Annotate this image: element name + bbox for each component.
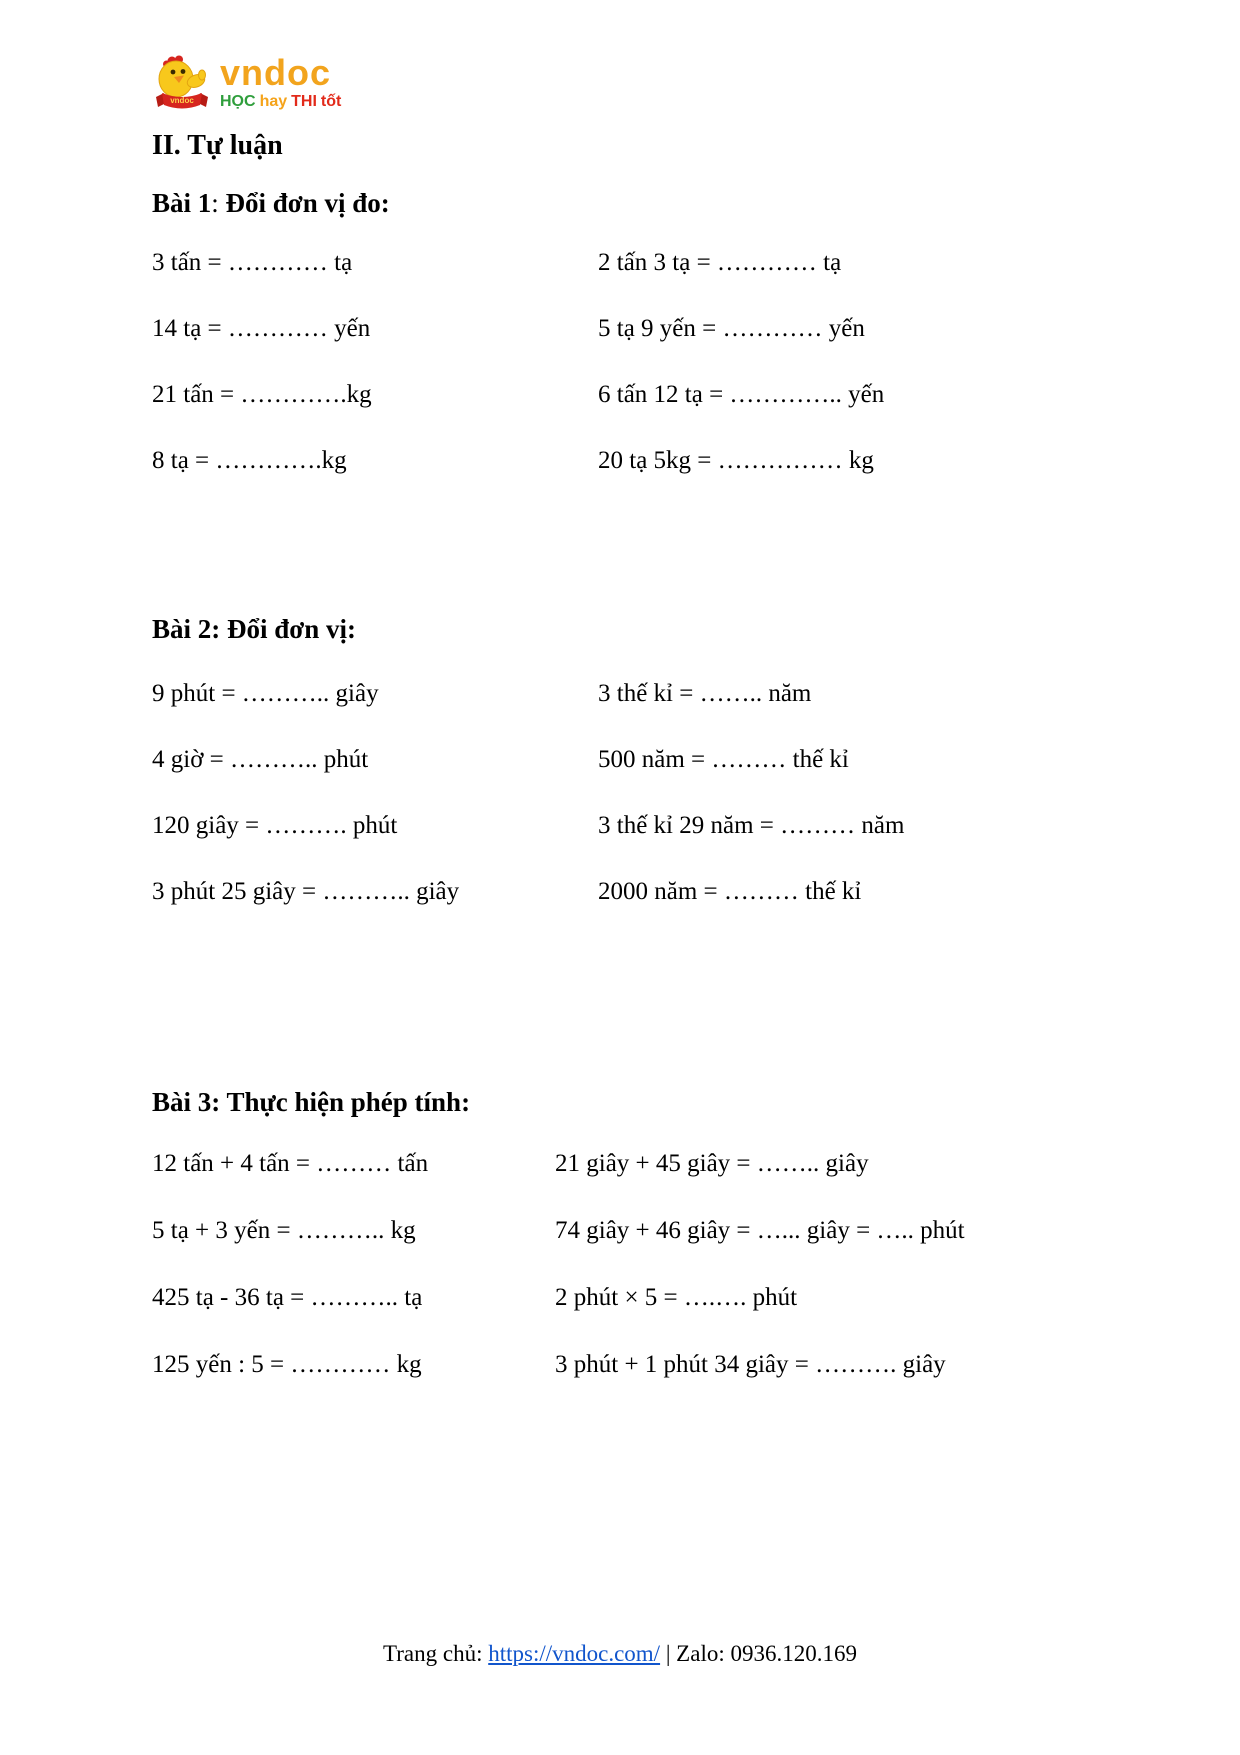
exercise-blank: 8 tạ = ………….kg (152, 447, 347, 474)
exercise-blank: 14 tạ = ………… yến (152, 315, 371, 342)
section-1-separator: : (211, 188, 226, 218)
exercise-row (152, 445, 1190, 511)
exercise-blank: 6 tấn 12 tạ = ………….. yến (598, 381, 885, 408)
exercise-row (152, 379, 1190, 445)
exercise-blank: 500 năm = ……… thế kỉ (598, 746, 849, 773)
exercise-blank: 2 phút × 5 = ….…. phút (555, 1284, 798, 1311)
exercise-row (152, 313, 1190, 379)
section-1-label: Bài 1 (152, 188, 212, 218)
exercise-row (152, 678, 1190, 744)
exercise-blank: 21 tấn = ………….kg (152, 381, 372, 408)
section-1-rows (152, 247, 1190, 511)
exercise-blank: 3 phút + 1 phút 34 giây = ………. giây (555, 1351, 946, 1378)
exercise-row (152, 1349, 1190, 1416)
vndoc-logo (150, 52, 345, 113)
exercise-blank: 21 giây + 45 giây = …….. giây (555, 1150, 869, 1177)
logo-tagline (220, 94, 345, 110)
exercise-blank: 4 giờ = ……….. phút (152, 746, 369, 773)
section-3-rows (152, 1148, 1190, 1416)
footer-prefix: Trang chủ: (383, 1641, 489, 1666)
exercise-blank: 3 thế kỉ = …….. năm (598, 680, 812, 707)
exercise-blank: 12 tấn + 4 tấn = ……… tấn (152, 1150, 429, 1177)
section-2-rows (152, 678, 1190, 942)
logo-brand-text: vndoc (220, 52, 332, 93)
section-2-name: Đổi đơn vị: (227, 614, 356, 644)
exercise-blank: 3 tấn = ………… tạ (152, 249, 353, 276)
exercise-blank: 425 tạ - 36 tạ = ……….. tạ (152, 1284, 423, 1311)
section-bai-3 (152, 1085, 1190, 1416)
exercise-row (152, 1148, 1190, 1215)
section-2-label: Bài 2 (152, 614, 212, 644)
exercise-blank: 120 giây = ………. phút (152, 812, 398, 839)
chicken-mascot-icon (150, 55, 214, 113)
tagline-word-tot: tốt (320, 93, 342, 111)
exercise-blank: 74 giây + 46 giây = …... giây = ….. phút (555, 1217, 965, 1244)
section-1-name: Đổi đơn vị đo: (225, 188, 390, 218)
exercise-row (152, 1215, 1190, 1282)
exercise-blank: 9 phút = ……….. giây (152, 680, 379, 707)
exercise-row (152, 876, 1190, 942)
page-footer (0, 1641, 1240, 1667)
section-2-heading (152, 612, 1190, 646)
section-2-separator: : (211, 614, 228, 644)
tagline-word-hoc: HỌC (220, 93, 256, 111)
exercise-blank: 3 phút 25 giây = ……….. giây (152, 878, 460, 905)
section-3-heading (152, 1085, 1190, 1119)
footer-suffix: | Zalo: 0936.120.169 (660, 1641, 857, 1666)
section-bai-1 (152, 186, 1190, 511)
svg-text:vndoc: vndoc (170, 96, 194, 105)
section-1-heading (152, 186, 1190, 220)
exercise-row (152, 744, 1190, 810)
section-3-separator: : (211, 1087, 227, 1117)
section-3-label: Bài 3 (152, 1087, 212, 1117)
homepage-link[interactable]: https://vndoc.com/ (488, 1641, 661, 1666)
tagline-word-thi: THI (291, 93, 317, 111)
exercise-blank: 3 thế kỉ 29 năm = ……… năm (598, 812, 905, 839)
exercise-blank: 2 tấn 3 tạ = ………… tạ (598, 249, 842, 276)
exercise-row (152, 247, 1190, 313)
exercise-row (152, 1282, 1190, 1349)
exercise-blank: 2000 năm = ……… thế kỉ (598, 878, 862, 905)
exercise-blank: 125 yến : 5 = ………… kg (152, 1351, 422, 1378)
exercise-blank: 5 tạ 9 yến = ………… yến (598, 315, 865, 342)
section-bai-2 (152, 612, 1190, 942)
tagline-word-hay: hay (259, 93, 288, 111)
section-3-name: Thực hiện phép tính: (226, 1087, 471, 1117)
part-title: II. Tự luận (152, 130, 283, 161)
exercise-blank: 5 tạ + 3 yến = ……….. kg (152, 1217, 416, 1244)
exercise-blank: 20 tạ 5kg = …………… kg (598, 447, 874, 474)
exercise-row (152, 810, 1190, 876)
